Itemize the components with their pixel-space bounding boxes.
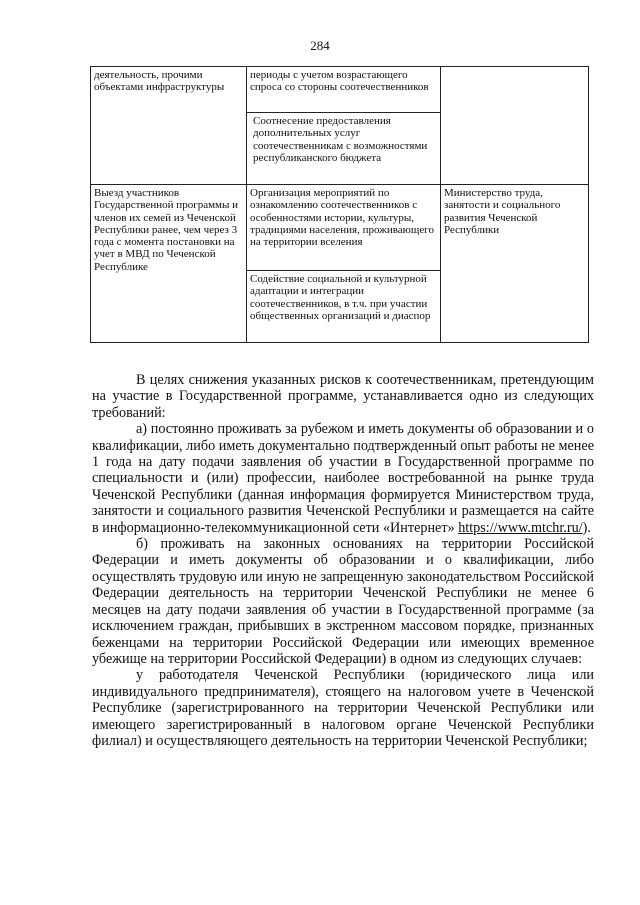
table-cell-measure: Соотнесение предоставления дополнительных услуг соотечественникам с возможностями республиканского бюджета xyxy=(247,113,441,185)
table-cell-measure: периоды с учетом возрастающего спроса со стороны соотечественников xyxy=(247,67,441,113)
table-cell-measure: Организация мероприятий по ознакомлению соотечественников с особенностями истории, культуры, традициями населения, проживающего на территории вселения xyxy=(247,185,441,271)
risk-table xyxy=(90,66,589,343)
requirement-b1-paragraph: у работодателя Чеченской Республики (юридического лица или индивидуального предпринимателя), стоящего на налоговом учете в Чеченской Республике (зарегистрированного на территории Чеченской Республики или имеющего зарегистрированный в налоговом органе Чеченской Республики филиал) и осуществляющего деятельность на территории Чеченской Республики; xyxy=(92,667,594,749)
requirement-a-paragraph xyxy=(92,421,594,536)
requirement-a-text: а) постоянно проживать за рубежом и иметь документы об образовании и о квалификации, либо иметь документально подтвержденный опыт работы не менее 1 года на дату подачи заявления об участии в Государственной программе по специальности и (или) профессии, наиболее востребованной на рынке труда Чеченской Республики (данная информация формируется Министерством труда, занятости и социального развития Чеченской Республики и размещается на сайте в информационно-телекоммуникационной сети «Интернет» xyxy=(92,421,594,536)
intro-paragraph: В целях снижения указанных рисков к соотечественникам, претендующим на участие в Государственной программе, устанавливается одно из следующих требований: xyxy=(92,372,594,421)
table-cell-measure: Содействие социальной и культурной адаптации и интеграции соотечественников, в т.ч. при участии общественных организаций и диаспор xyxy=(247,271,441,343)
table-row xyxy=(91,185,589,271)
table-cell-responsible xyxy=(441,67,589,185)
table-cell-responsible: Министерство труда, занятости и социального развития Чеченской Республики xyxy=(441,185,589,343)
table-row xyxy=(91,67,589,113)
table-cell-risk: Выезд участников Государственной программы и членов их семей из Чеченской Республики ранее, чем через 3 года с момента постановки на учет в МВД по Чеченской Республике xyxy=(91,185,247,343)
requirement-b-paragraph: б) проживать на законных основаниях на территории Российской Федерации и иметь документы об образовании и о квалификации, либо осуществлять трудовую или иную не запрещенную законодательством Российской Федерации деятельность на территории Чеченской Республики не менее 6 месяцев на дату подачи заявления об участии в Государственной программе (за исключением граждан, прибывших в экстренном массовом порядке, признанных беженцами на территории Российской Федерации или имеющих временное убежище на территории Российской Федерации) в одном из следующих случаев: xyxy=(92,536,594,667)
page-number: 284 xyxy=(310,38,330,53)
requirement-a-end: ). xyxy=(582,519,591,536)
table-cell-risk: деятельность, прочими объектами инфраструктуры xyxy=(91,67,247,185)
website-link[interactable]: https://www.mtchr.ru/ xyxy=(458,519,583,536)
body-text xyxy=(92,372,594,749)
